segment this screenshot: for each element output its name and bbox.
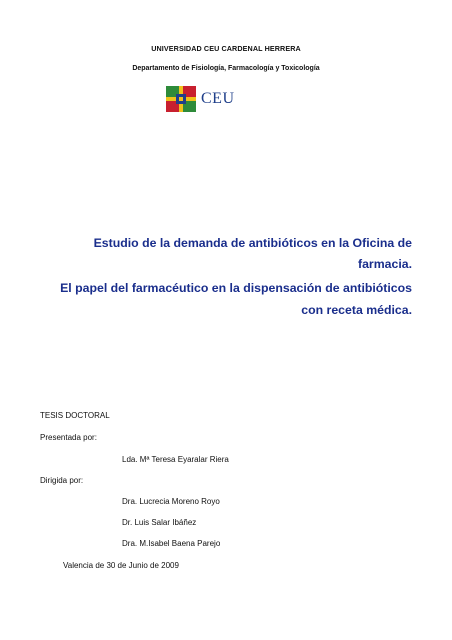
title-line-4: con receta médica. [301, 303, 412, 317]
director-1: Dra. Lucrecia Moreno Royo [122, 497, 220, 506]
presented-by-label: Presentada por: [40, 433, 97, 442]
title-line-1: Estudio de la demanda de antibióticos en la Oficina de [93, 236, 412, 250]
directed-by-label: Dirigida por: [40, 476, 84, 485]
title-line-2: farmacia. [357, 257, 412, 271]
director-2: Dr. Luis Salar Ibáñez [122, 518, 197, 527]
thesis-label: TESIS DOCTORAL [40, 411, 110, 420]
department-name: Departamento de Fisiología, Farmacología y Toxicología [132, 65, 320, 72]
ceu-logo [166, 86, 246, 112]
ceu-cross-emblem-icon [166, 86, 196, 112]
university-name: UNIVERSIDAD CEU CARDENAL HERRERA [151, 44, 301, 53]
ceu-logo-text: CEU [201, 90, 235, 107]
place-and-date: Valencia de 30 de Junio de 2009 [63, 561, 179, 570]
author-name: Lda. Mª Teresa Eyaralar Riera [122, 455, 229, 464]
director-3: Dra. M.Isabel Baena Parejo [122, 539, 221, 548]
title-line-3: El papel del farmacéutico en la dispensación de antibióticos [60, 281, 412, 295]
